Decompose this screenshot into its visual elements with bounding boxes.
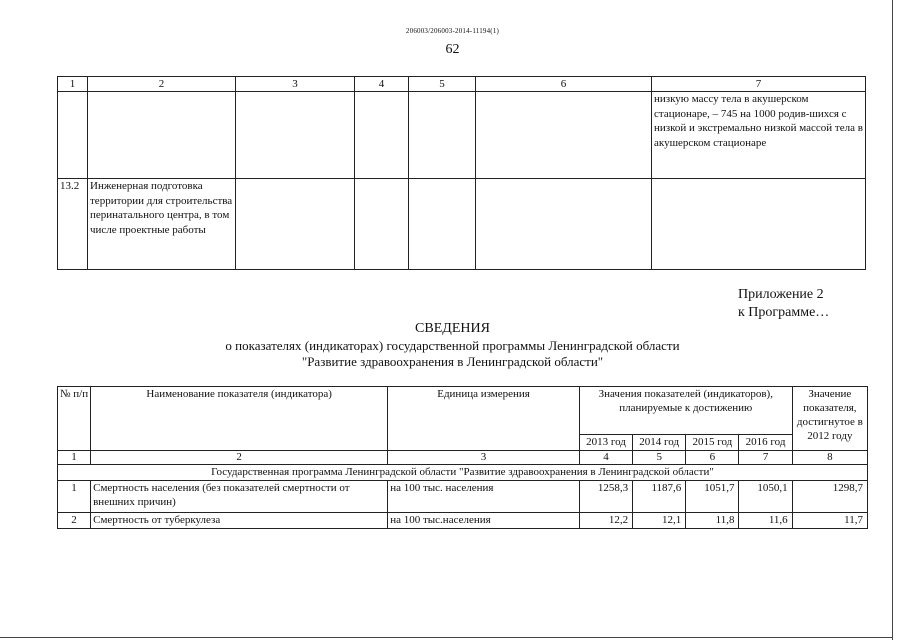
row-number: 2 <box>58 513 91 529</box>
column-number-row <box>58 451 868 465</box>
appendix-note <box>738 286 829 322</box>
row-name <box>88 92 236 179</box>
table-cell <box>236 92 355 179</box>
row-description: низкую массу тела в акушерском стационаре, – 745 на 1000 родив-шихся с низкой и экстремально низкой массой тела в акушерском стационаре <box>652 92 866 179</box>
indicator-name: Смертность населения (без показателей смертности от внешних причин) <box>91 481 388 513</box>
table-row <box>58 481 868 513</box>
column-number-row <box>58 77 866 92</box>
indicator-unit: на 100 тыс. населения <box>388 481 580 513</box>
col-number: 4 <box>579 451 632 465</box>
value-2012: 1298,7 <box>792 481 867 513</box>
col-number: 1 <box>58 451 91 465</box>
col-number: 5 <box>633 451 686 465</box>
value-2016: 11,6 <box>739 513 792 529</box>
table-row <box>58 513 868 529</box>
col-number: 6 <box>476 77 652 92</box>
col-number: 4 <box>355 77 409 92</box>
continuation-table <box>57 76 866 270</box>
document-code: 206003/206003-2014-11194(1) <box>405 27 500 35</box>
col-number: 6 <box>686 451 739 465</box>
col-number: 5 <box>409 77 476 92</box>
row-name: Инженерная подготовка территории для строительства перинатального центра, в том числе проектные работы <box>88 179 236 270</box>
value-2016: 1050,1 <box>739 481 792 513</box>
header-year: 2014 год <box>633 435 686 451</box>
page-border-bottom <box>0 637 893 638</box>
value-2012: 11,7 <box>792 513 867 529</box>
value-2015: 1051,7 <box>686 481 739 513</box>
header-year: 2015 год <box>686 435 739 451</box>
value-2013: 12,2 <box>579 513 632 529</box>
indicators-table <box>57 386 868 529</box>
section-row <box>58 465 868 481</box>
table-cell <box>476 92 652 179</box>
header-num: № п/п <box>58 387 91 451</box>
col-number: 3 <box>388 451 580 465</box>
table-cell <box>409 179 476 270</box>
header-unit: Единица измерения <box>388 387 580 451</box>
indicator-name: Смертность от туберкулеза <box>91 513 388 529</box>
row-number: 1 <box>58 481 91 513</box>
row-number <box>58 92 88 179</box>
table-cell <box>409 92 476 179</box>
col-number: 2 <box>91 451 388 465</box>
appendix-line: к Программе… <box>738 305 830 320</box>
header-achieved: Значение показателя, достигнутое в 2012 году <box>792 387 867 451</box>
header-year: 2016 год <box>739 435 792 451</box>
value-2015: 11,8 <box>686 513 739 529</box>
header-year: 2013 год <box>579 435 632 451</box>
header-name: Наименование показателя (индикатора) <box>91 387 388 451</box>
indicator-unit: на 100 тыс.населения <box>388 513 580 529</box>
col-number: 3 <box>236 77 355 92</box>
table-cell <box>236 179 355 270</box>
section-title: Государственная программа Ленинградской области "Развитие здравоохранения в Ленинградской области" <box>58 465 868 481</box>
header-values: Значения показателей (индикаторов), планируемые к достижению <box>579 387 792 435</box>
subtitle-line: "Развитие здравоохранения в Ленинградской области" <box>301 354 604 369</box>
value-2014: 1187,6 <box>633 481 686 513</box>
header-row <box>58 387 868 435</box>
subtitle-line: о показателях (индикаторах) государственной программы Ленинградской области <box>225 338 680 353</box>
page-number: 62 <box>445 42 460 57</box>
page-border-right <box>892 0 893 640</box>
table-row <box>58 92 866 179</box>
value-2014: 12,1 <box>633 513 686 529</box>
col-number: 1 <box>58 77 88 92</box>
appendix-line: Приложение 2 <box>738 287 824 302</box>
document-subtitle <box>0 338 905 370</box>
table-cell <box>355 92 409 179</box>
table-cell <box>652 179 866 270</box>
table-row <box>58 179 866 270</box>
table-cell <box>476 179 652 270</box>
col-number: 8 <box>792 451 867 465</box>
document-title: СВЕДЕНИЯ <box>415 321 490 336</box>
table-cell <box>355 179 409 270</box>
col-number: 7 <box>739 451 792 465</box>
row-number: 13.2 <box>58 179 88 270</box>
col-number: 7 <box>652 77 866 92</box>
col-number: 2 <box>88 77 236 92</box>
value-2013: 1258,3 <box>579 481 632 513</box>
